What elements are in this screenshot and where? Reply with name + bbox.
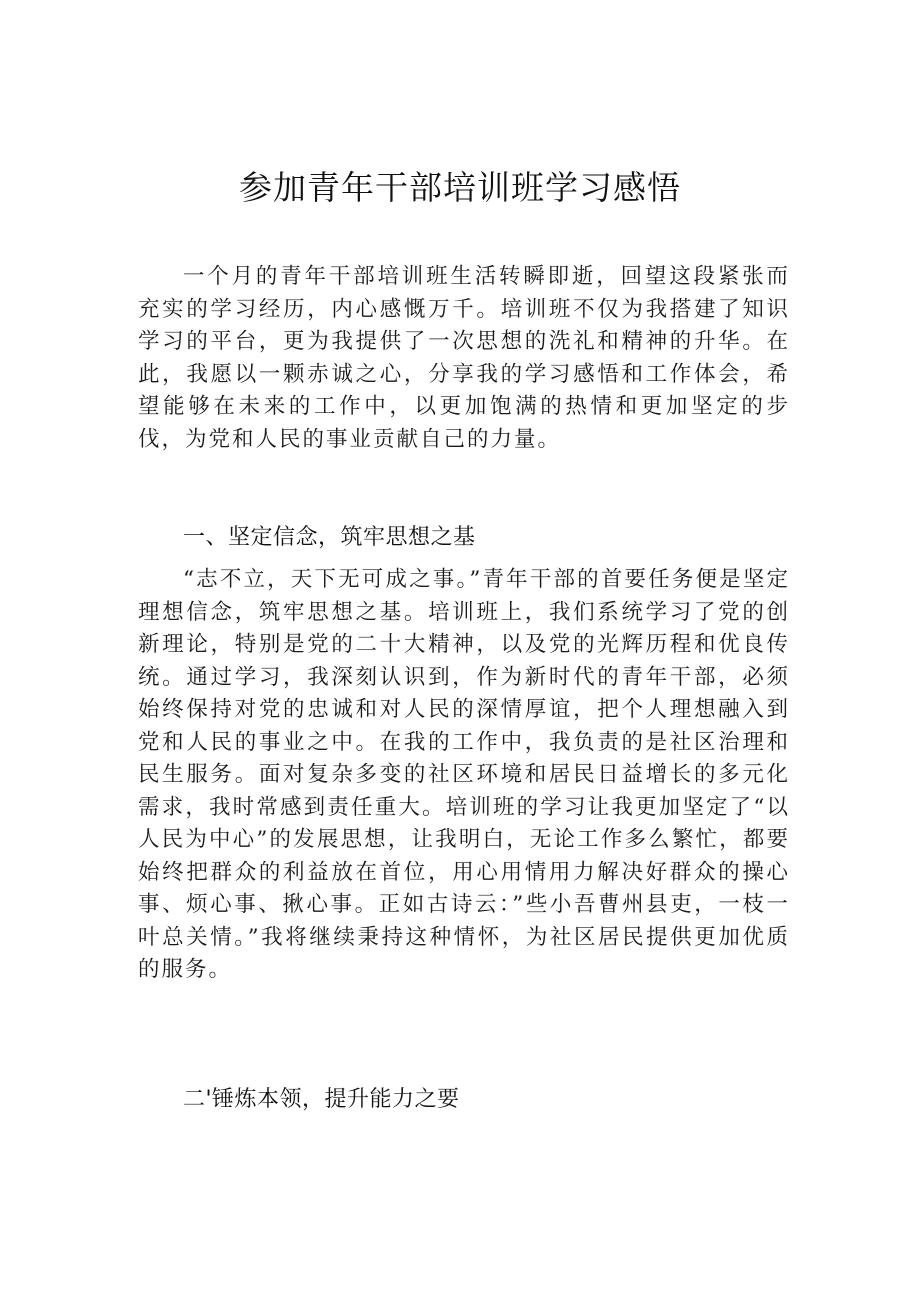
section-heading-2: 二'锤炼本领，提升能力之要 [183,1087,460,1112]
document-title: 参加青年干部培训班学习感悟 [239,168,681,207]
section-1-paragraph: “志不立，天下无可成之事。”青年干部的首要任务便是坚定理想信念，筑牢思想之基。培训班上，我们系统学习了党的创新理论，特别是党的二十大精神，以及党的光辉历程和优良传统。通过学习，我深刻认识到，作为新时代的青年干部，必须始终保持对党的忠诚和对人民的深情厚谊，把个人理想融入到党和人民的事业之中。在我的工作中，我负责的是社区治理和民生服务。面对复杂多变的社区环境和居民日益增长的多元化需求，我时常感到责任重大。培训班的学习让我更加坚定了“以人民为中心”的发展思想，让我明白，无论工作多么繁忙，都要始终把群众的利益放在首位，用心用情用力解决好群众的操心事、烦心事、揪心事。正如古诗云：”些小吾曹州县吏，一枝一叶总关情。”我将继续秉持这种情怀，为社区居民提供更加优质的服务。 [138,567,790,982]
section-heading-1: 一、坚定信念，筑牢思想之基 [183,525,476,550]
intro-paragraph: 一个月的青年干部培训班生活转瞬即逝，回望这段紧张而充实的学习经历，内心感慨万千。培训班不仅为我搭建了知识学习的平台，更为我提供了一次思想的洗礼和精神的升华。在此，我愿以一颗赤诚之心，分享我的学习感悟和工作体会，希望能够在未来的工作中，以更加饱满的热情和更加坚定的步伐，为党和人民的事业贡献自己的力量。 [138,264,790,452]
